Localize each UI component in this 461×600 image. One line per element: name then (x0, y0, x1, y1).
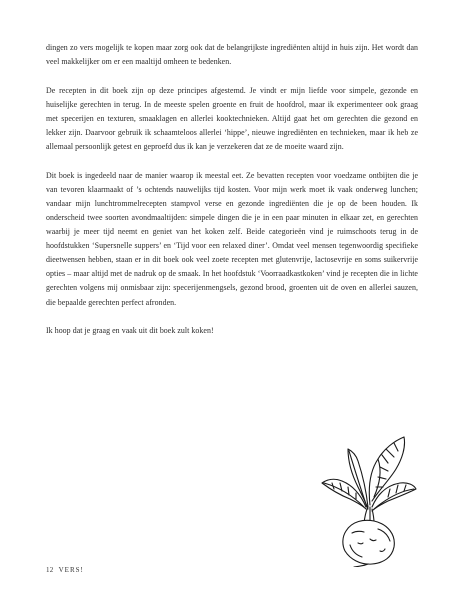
body-text (46, 41, 418, 338)
running-title: VERS! (58, 566, 84, 574)
page-number: 12 (46, 566, 54, 574)
page-footer (46, 566, 84, 574)
paragraph-4: Ik hoop dat je graag en vaak uit dit boek zult koken! (46, 326, 214, 336)
beetroot-icon (308, 427, 418, 567)
paragraph-2: De recepten in dit boek zijn op deze principes afgestemd. Je vindt er mijn liefde voor simpele, gezonde en huiselijke gerechten in terug. In de meeste spelen groente en fruit de hoofdrol, maar ik experimenteer ook graag met specerijen en texturen, smaaklagen en allerlei kooktechnieken. Altijd gaat het om gerechten die gezond en lekker zijn. Daarvoor gebruik ik schaamteloos allerlei ‘hippe’, nieuwe ingrediënten en technieken, maar ik heb ze allemaal persoonlijk getest en geproefd dus ik kan je verzekeren dat ze de moeite waard zijn. (46, 85, 418, 152)
paragraph-3: Dit boek is ingedeeld naar de manier waarop ik meestal eet. Ze bevatten recepten voor voedzame ontbijten die je van tevoren klaarmaakt of ’s ochtends nauwelijks tijd kosten. Voor mijn werk moet ik vaak onderweg lunchen; vandaar mijn lunchtrommelrecepten stampvol verse en gezonde ingrediënten die je op de been houden. Ik onderscheid twee soorten avondmaaltijden: simpele dingen die je in een paar minuten in elkaar zet, en gerechten waarbij je meer tijd neemt en geniet van het koken zelf. Beide categorieën vind je ruimschoots terug in de hoofdstukken ‘Supersnelle suppers’ en ‘Tijd voor een relaxed diner’. Omdat veel mensen tegenwoordig specifieke dieetwensen hebben, staan er in dit boek ook veel zoete recepten met glutenvrije, lactosevrije en soms suikervrije opties – maar altijd met de nadruk op de smaak. In het hoofdstuk ‘Voorraadkastkoken’ vind je recepten die in lichte gerechten volgens mij onmisbaar zijn: specerijenmengsels, gezond brood, groenten uit de oven en allerlei sauzen, die bepaalde gerechten perfect afronden. (46, 170, 418, 307)
paragraph-1: dingen zo vers mogelijk te kopen maar zorg ook dat de belangrijkste ingrediënten altijd in huis zijn. Het wordt dan veel makkelijker om er een maaltijd omheen te bedenken. (46, 43, 418, 67)
